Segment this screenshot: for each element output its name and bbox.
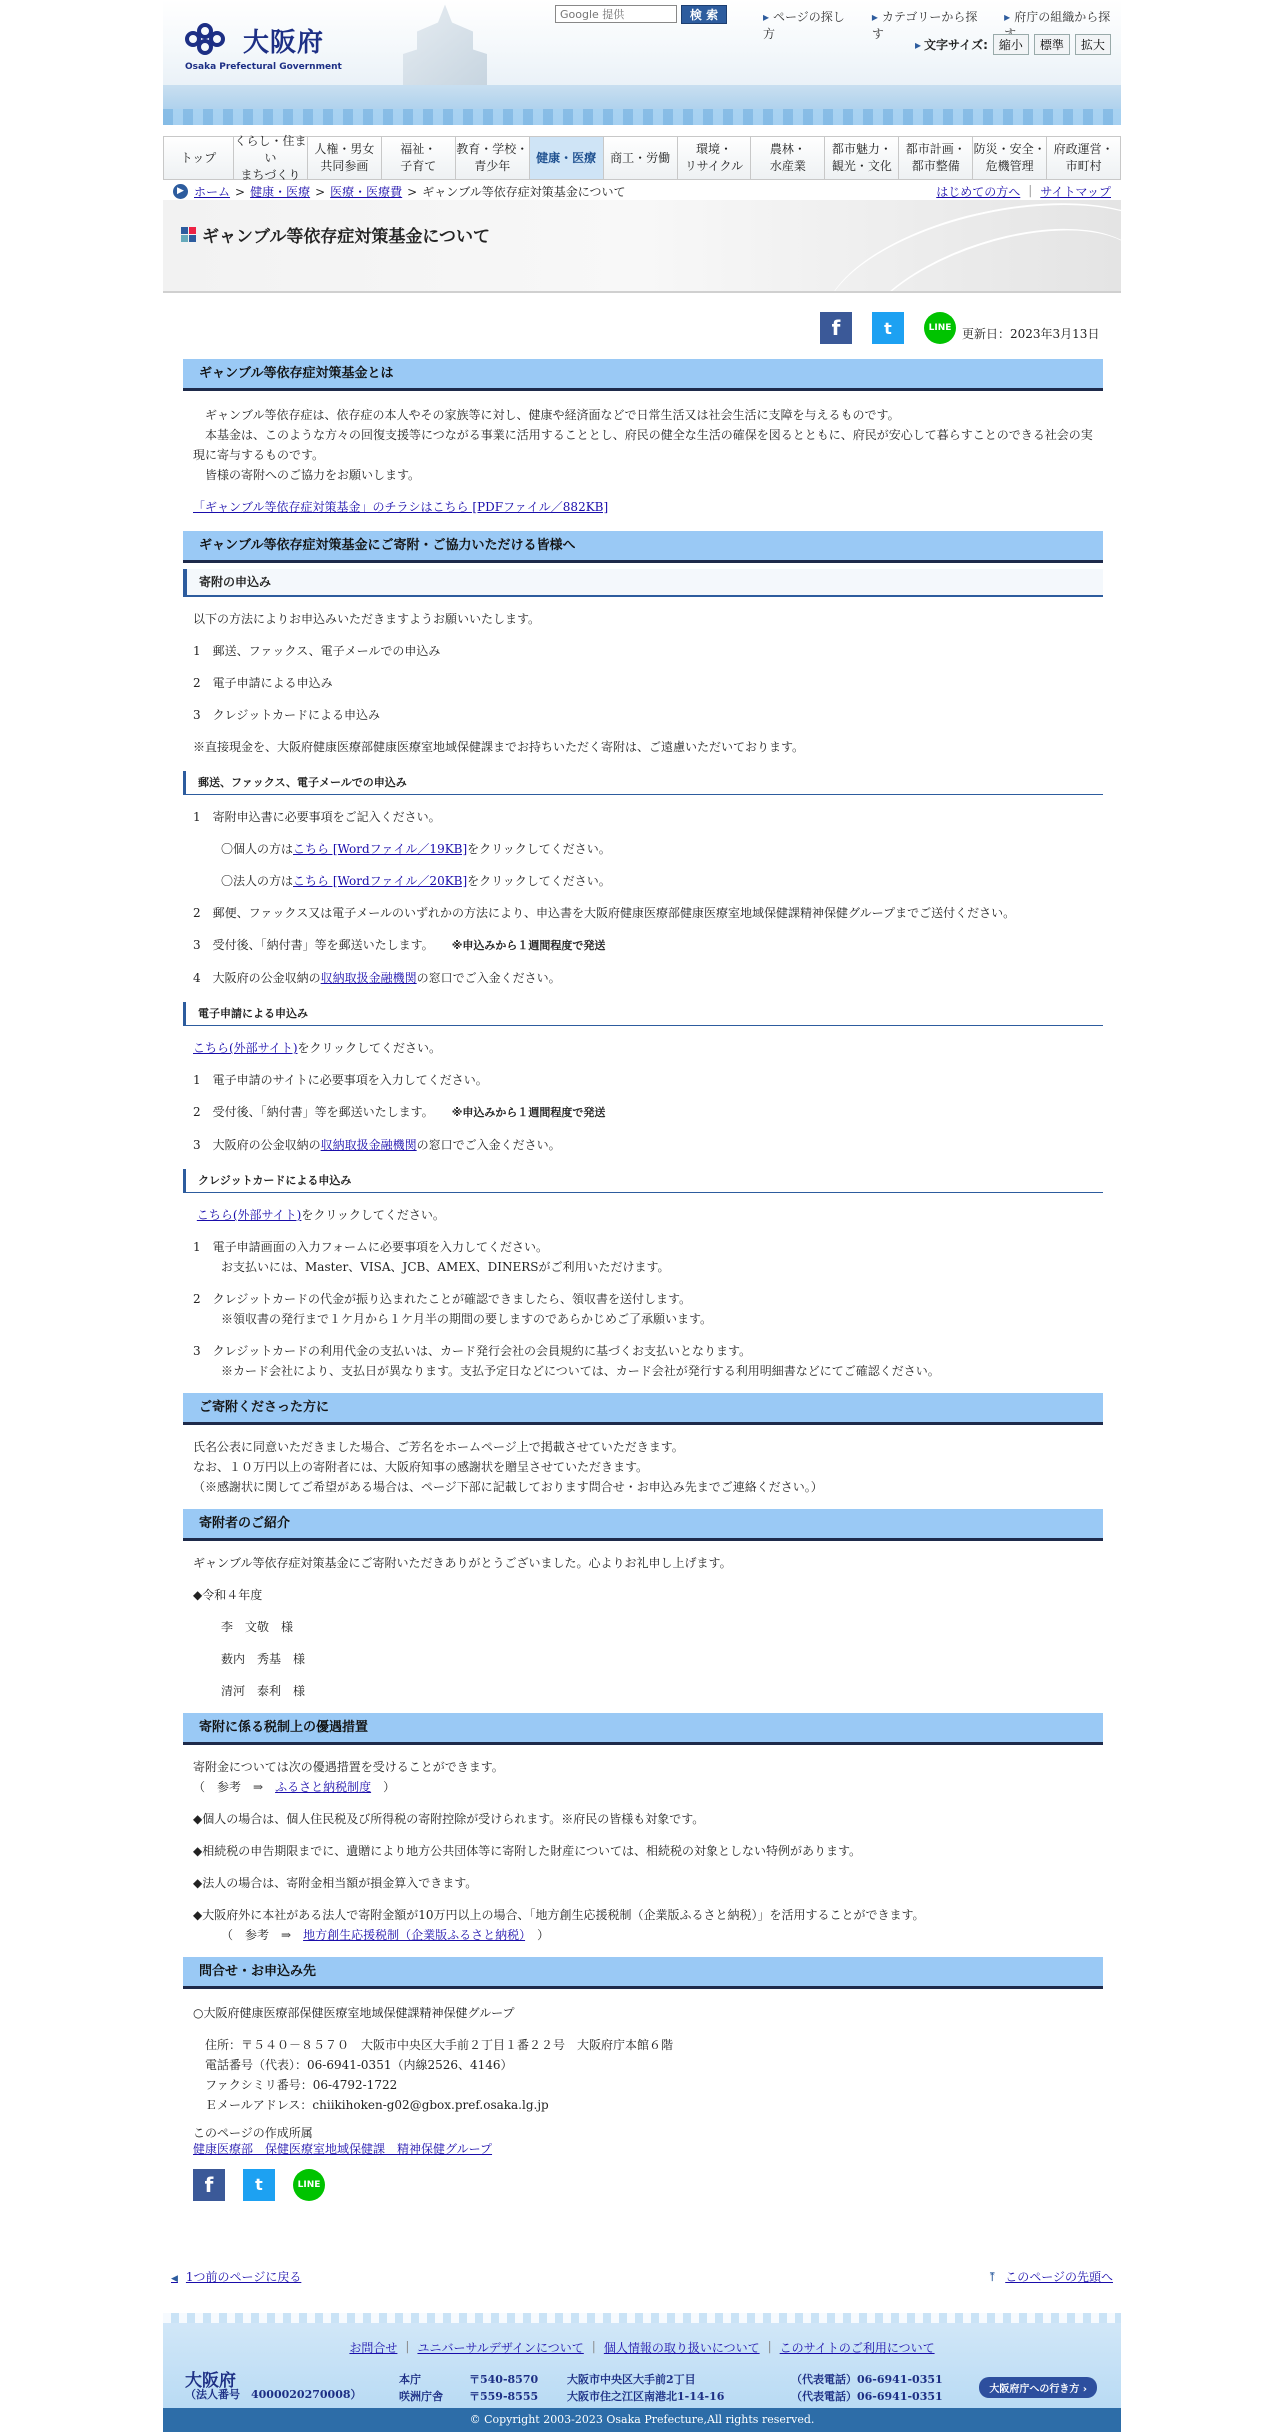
office-address: 大阪市住之江区南港北1-14-16 — [567, 2390, 725, 2403]
subsection-heading: 電子申請による申込み — [183, 1002, 1103, 1026]
nav-top[interactable]: トップ — [164, 137, 234, 179]
contact-address: 住所：〒５４０－８５７０ 大阪市中央区大手前２丁目１番２２号 大阪府庁本館６階 — [205, 2038, 674, 2052]
list-item: 1 郵送、ファックス、電子メールでの申込み — [193, 644, 441, 658]
link-organization[interactable]: ▸ 府庁の組織から探 — [1004, 8, 1121, 42]
list-item: 1 寄附申込書に必要事項をご記入ください。 — [193, 810, 441, 824]
breadcrumb-current: ギャンブル等依存症対策基金について — [422, 185, 626, 199]
section-heading: 問合せ・お申込み先 — [183, 1957, 1103, 1989]
flyer-pdf-link[interactable]: 「ギャンブル等依存症対策基金」のチラシはこちら [PDFファイル／882KB] — [193, 500, 609, 514]
list-item: 2 クレジットカードの代金が振り込まれたことが確認できましたら、領収書を送付します。 — [193, 1292, 692, 1306]
corporate-form-link[interactable]: こちら [Wordファイル／20KB] — [293, 874, 468, 888]
share-buttons — [820, 312, 956, 344]
separator: | — [405, 2339, 410, 2353]
page-title-box — [163, 200, 1121, 293]
bank-link[interactable]: 収納取扱金融機関 — [320, 971, 417, 985]
font-size-control — [915, 34, 1111, 55]
main-content — [183, 359, 1103, 2201]
subsection-heading: 郵送、ファックス、電子メールでの申込み — [183, 771, 1103, 795]
donor-name: 李 文敬 様 — [221, 1620, 294, 1634]
list-item-note: ※領収書の発行まで１ケ月から１ケ月半の期間の要しますのであらかじめご了承願います。 — [221, 1312, 713, 1326]
reference: （ 参考 ⇒ 地方創生応援税制（企業版ふるさと納税） ） — [221, 1928, 550, 1942]
contact-org: ○大阪府健康医療部保健医療室地域保健課精神保健グループ — [193, 2006, 515, 2020]
nav-education[interactable]: 教育・学校・ 青少年 — [456, 137, 530, 179]
footer-links — [163, 2339, 1121, 2356]
furusato-link[interactable]: ふるさと納税制度 — [275, 1780, 372, 1794]
search-button[interactable]: 検 索 — [681, 5, 727, 24]
bullet: ◆相続税の申告期限までに、遺贈により地方公共団体等に寄附した財産については、相続税の対象としない特例があります。 — [193, 1844, 862, 1858]
nav-health[interactable]: 健康・医療 — [530, 137, 604, 179]
castle-illustration — [375, 0, 515, 90]
site-logo[interactable] — [185, 22, 342, 72]
back-link[interactable]: ◀ 1つ前のページに戻る — [171, 2268, 301, 2285]
site-footer — [163, 2313, 1121, 2408]
list-item: 1 電子申請画面の入力フォームに必要事項を入力してください。 — [193, 1240, 549, 1254]
page-top-link[interactable]: ⤒ このページの先頭へ — [987, 2268, 1113, 2285]
nav-environment[interactable]: 環境・ リサイクル — [678, 137, 752, 179]
footer-zips — [469, 2371, 538, 2405]
list-item: 4 大阪府の公金収納の収納取扱金融機関の窓口でご入金ください。 — [193, 971, 561, 985]
updated-date: 更新日：2023年3月13日 — [962, 327, 1100, 341]
paragraph: 氏名公表に同意いただきました場合、ご芳名をホームページ上で掲載させていただきます。 — [193, 1440, 684, 1454]
department-link[interactable]: 健康医療部 保健医療室地域保健課 精神保健グループ — [193, 2142, 493, 2156]
site-search — [555, 5, 727, 24]
section-heading: ギャンブル等依存症対策基金とは — [183, 359, 1103, 391]
bank-link[interactable]: 収納取扱金融機関 — [320, 1138, 417, 1152]
footer-link-terms[interactable]: このサイトのご利用について — [779, 2341, 935, 2355]
twitter-icon[interactable]: t — [872, 312, 904, 344]
logo-subtext: Osaka Prefectural Government — [185, 62, 342, 72]
breadcrumb-separator: > — [407, 184, 418, 199]
contact-fax: ファクシミリ番号：06-4792-1722 — [205, 2078, 398, 2092]
nav-commerce[interactable]: 商工・労働 — [604, 137, 678, 179]
list-item: 〇法人の方はこちら [Wordファイル／20KB]をクリックしてください。 — [221, 874, 611, 888]
copyright: © Copyright 2003-2023 Osaka Prefecture,All rights reserved. — [163, 2408, 1121, 2432]
separator: | — [767, 2339, 772, 2353]
facebook-icon[interactable]: f — [193, 2169, 225, 2201]
office-name: 本庁 — [399, 2373, 421, 2386]
donor-name: 清河 泰利 様 — [221, 1684, 306, 1698]
office-zip: 〒559-8555 — [469, 2390, 539, 2403]
nav-living[interactable]: くらし・住まい まちづくり — [234, 133, 307, 182]
nav-agriculture[interactable]: 農林・ 水産業 — [751, 137, 825, 179]
footer-wave — [163, 2313, 1121, 2323]
nav-tourism[interactable]: 都市魅力・ 観光・文化 — [825, 137, 899, 179]
office-address: 大阪市中央区大手前2丁目 — [567, 2373, 696, 2386]
paragraph: ギャンブル等依存症は、依存症の本人やその家族等に対し、健康や経済面などで日常生活又は社会生活に支障を与えるものです。 — [193, 408, 900, 422]
logo-mark-icon — [185, 23, 237, 59]
bullet: ◆法人の場合は、寄附金相当額が損金算入できます。 — [193, 1876, 478, 1890]
footer-link-ud[interactable]: ユニバーサルデザインについて — [417, 2341, 584, 2355]
footer-offices — [399, 2371, 443, 2405]
font-smaller-button[interactable]: 縮小 — [993, 34, 1029, 55]
contact-email: Ｅメールアドレス：chiikihoken-g02@gbox.pref.osaka.lg.jp — [205, 2098, 549, 2112]
list-item: 1 電子申請のサイトに必要事項を入力してください。 — [193, 1073, 488, 1087]
paragraph: 寄附金については次の優遇措置を受けることができます。 — [193, 1760, 504, 1774]
subsection-heading: 寄附の申込み — [183, 569, 1103, 597]
list-item: 〇個人の方はこちら [Wordファイル／19KB]をクリックしてください。 — [221, 842, 611, 856]
home-icon: ▶ — [173, 184, 188, 199]
contact-tel: 電話番号（代表）：06-6941-0351（内線2526、4146） — [205, 2058, 513, 2072]
twitter-icon[interactable]: t — [243, 2169, 275, 2201]
list-item: 3 クレジットカードの利用代金の支払いは、カード発行会社の会員規約に基づくお支払いとなります。 — [193, 1344, 752, 1358]
link-page-search[interactable]: ▸ ページの探し方 — [763, 8, 856, 42]
link-first-time[interactable]: はじめての方へ — [936, 185, 1021, 199]
list-item-note: ※カード会社により、支払日が異なります。支払予定日などについては、カード会社が発行する利用明細書などにてご確認ください。 — [221, 1364, 940, 1378]
list-item: 3 大阪府の公金収納の収納取扱金融機関の窓口でご入金ください。 — [193, 1138, 561, 1152]
list-item-note: お支払いには、Master、VISA、JCB、AMEX、DINERSがご利用いただけます。 — [221, 1260, 670, 1274]
global-nav — [163, 133, 1121, 182]
nav-disaster[interactable]: 防災・安全・ 危機管理 — [973, 137, 1047, 179]
section-heading: 寄附者のご紹介 — [183, 1509, 1103, 1541]
corporate-furusato-link[interactable]: 地方創生応援税制（企業版ふるさと納税） — [303, 1928, 526, 1942]
title-squares-icon — [181, 227, 196, 242]
subsection-heading: クレジットカードによる申込み — [183, 1169, 1103, 1193]
breadcrumb — [173, 183, 626, 200]
office-name: 咲洲庁舎 — [399, 2390, 443, 2403]
page-title-text: ギャンブル等依存症対策基金について — [202, 227, 490, 247]
office-zip: 〒540-8570 — [469, 2373, 539, 2386]
nav-welfare[interactable]: 福祉・ 子育て — [382, 137, 456, 179]
list-item: 3 受付後、「納付書」等を郵送いたします。 ※申込みから１週間程度で発送 — [193, 938, 606, 952]
breadcrumb-health[interactable]: 健康・医療 — [250, 185, 311, 199]
footer-addresses — [567, 2371, 724, 2405]
separator: | — [1028, 183, 1033, 197]
paragraph: なお、１０万円以上の寄附者には、大阪府知事の感謝状を贈呈させていただきます。 — [193, 1460, 649, 1474]
breadcrumb-home[interactable]: ホーム — [194, 185, 231, 199]
paragraph: こちら(外部サイト)をクリックしてください。 — [193, 1041, 442, 1055]
footer-link-contact[interactable]: お問合せ — [349, 2341, 398, 2355]
bullet: ◆個人の場合は、個人住民税及び所得税の寄附控除が受けられます。※府民の皆様も対象です。 — [193, 1812, 705, 1826]
note: ※直接現金を、大阪府健康医療部健康医療室地域保健課までお持ちいただく寄附は、ご遠慮いただいております。 — [193, 740, 805, 754]
site-header — [163, 0, 1121, 125]
donor-name: 薮内 秀基 様 — [221, 1652, 306, 1666]
font-larger-button[interactable]: 拡大 — [1075, 34, 1111, 55]
paragraph: こちら(外部サイト)をクリックしてください。 — [196, 1208, 445, 1222]
logo-text: 大阪府 — [243, 28, 325, 58]
made-by-label: このページの作成所属 — [193, 2126, 313, 2140]
page-title — [181, 222, 490, 247]
separator: | — [591, 2339, 596, 2353]
breadcrumb-separator: > — [315, 184, 326, 199]
list-item: 2 電子申請による申込み — [193, 676, 333, 690]
e-application-link[interactable]: こちら(外部サイト) — [193, 1041, 298, 1055]
share-buttons-bottom — [183, 2169, 1103, 2201]
header-wave — [163, 109, 1121, 125]
line-icon[interactable]: LINE — [924, 312, 956, 344]
link-category[interactable]: ▸ カテゴリーから探す — [872, 8, 988, 42]
nav-human-rights[interactable]: 人権・男女 共同参画 — [308, 137, 382, 179]
page — [163, 0, 1121, 2426]
paragraph: 皆様の寄附へのご協力をお願いします。 — [193, 468, 421, 482]
breadcrumb-medical[interactable]: 医療・医療費 — [330, 185, 403, 199]
paragraph: （※感謝状に関してご希望がある場合は、ページ下部に記載しております問合せ・お申込み先までご連絡ください。） — [193, 1480, 823, 1494]
font-standard-button[interactable]: 標準 — [1034, 34, 1070, 55]
section-heading: ご寄附くださった方に — [183, 1393, 1103, 1425]
access-button[interactable]: 大阪府庁への行き方 › — [979, 2377, 1097, 2398]
office-tel: （代表電話）06-6941-0351 — [791, 2373, 943, 2386]
office-tel: （代表電話）06-6941-0351 — [791, 2390, 943, 2403]
breadcrumb-separator: > — [235, 184, 246, 199]
link-sitemap[interactable]: サイトマップ — [1040, 185, 1111, 199]
credit-card-link[interactable]: こちら(外部サイト) — [196, 1208, 302, 1222]
nav-city-planning[interactable]: 都市計画・ 都市整備 — [899, 137, 973, 179]
list-item: 3 クレジットカードによる申込み — [193, 708, 380, 722]
list-item: 2 受付後、「納付書」等を郵送いたします。 ※申込みから１週間程度で発送 — [193, 1105, 606, 1119]
footer-corp-number: （法人番号 4000020270008） — [185, 2388, 362, 2401]
utility-links — [936, 183, 1111, 200]
footer-tels — [791, 2371, 943, 2405]
search-input[interactable] — [555, 5, 677, 23]
line-icon[interactable]: LINE — [293, 2169, 325, 2201]
font-size-label: ▸ 文字サイズ: — [915, 36, 988, 53]
bullet: ◆大阪府外に本社がある法人で寄附金額が10万円以上の場合、「地方創生応援税制（企業版ふるさと納税）」を活用することができます。 — [193, 1908, 925, 1922]
individual-form-link[interactable]: こちら [Wordファイル／19KB] — [293, 842, 468, 856]
year-label: ◆令和４年度 — [193, 1588, 263, 1602]
section-heading: 寄附に係る税制上の優遇措置 — [183, 1713, 1103, 1745]
reference: （ 参考 ⇒ ふるさと納税制度 ） — [193, 1780, 396, 1794]
footer-pref-name: 大阪府 — [185, 2371, 236, 2391]
section-heading: ギャンブル等依存症対策基金にご寄附・ご協力いただける皆様へ — [183, 531, 1103, 563]
paragraph: 以下の方法によりお申込みいただきますようお願いいたします。 — [193, 612, 541, 626]
nav-government[interactable]: 府政運営・ 市町村 — [1053, 142, 1114, 173]
paragraph: 本基金は、このような方々の回復支援等につながる事業に活用することとし、府民の健全な生活の確保を図るとともに、府民が安心して暮らすことのできる社会の実現に寄与するものです。 — [193, 428, 1093, 462]
footer-link-privacy[interactable]: 個人情報の取り扱いについて — [603, 2341, 760, 2355]
facebook-icon[interactable]: f — [820, 312, 852, 344]
paragraph: ギャンブル等依存症対策基金にご寄附いただきありがとうございました。心よりお礼申し上げます。 — [193, 1556, 732, 1570]
list-item: 2 郵便、ファックス又は電子メールのいずれかの方法により、申込書を大阪府健康医療部健康医療室地域保健課精神保健グループまでご送付ください。 — [193, 906, 1016, 920]
